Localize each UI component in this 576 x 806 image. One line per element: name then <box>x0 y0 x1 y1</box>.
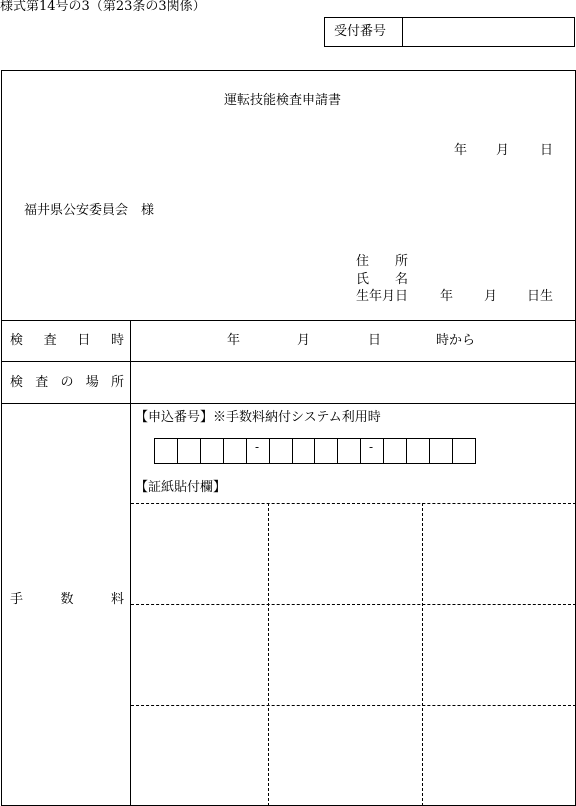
exam-year-label: 年 <box>227 333 241 348</box>
digit-box[interactable] <box>155 439 178 463</box>
date-day-label: 日 <box>540 143 554 158</box>
number-separator: - <box>369 440 374 454</box>
form-title: 運転技能検査申請書 <box>224 93 342 108</box>
number-separator: - <box>255 440 260 454</box>
addressee: 福井県公安委員会 様 <box>24 203 155 218</box>
stamp-area[interactable] <box>132 504 574 804</box>
exam-datetime-label: 検 査 日 時 <box>10 333 124 348</box>
stamp-area-heading: 【証紙貼付欄】 <box>135 480 227 495</box>
receipt-number-field[interactable] <box>404 19 573 45</box>
exam-place-field[interactable] <box>132 363 574 401</box>
exam-day-label: 日 <box>368 333 382 348</box>
digit-box[interactable] <box>453 439 475 463</box>
digit-box[interactable] <box>201 439 224 463</box>
date-year-label: 年 <box>454 143 468 158</box>
exam-from-label: 時から <box>436 333 476 348</box>
date-month-label: 月 <box>496 143 510 158</box>
digit-box[interactable] <box>315 439 338 463</box>
address-label: 住 所 <box>356 254 409 269</box>
digit-box[interactable] <box>224 439 247 463</box>
application-number-heading: 【申込番号】※手数料納付システム利用時 <box>135 410 381 425</box>
birth-month-label: 月 <box>484 289 498 304</box>
digit-box[interactable] <box>270 439 293 463</box>
digit-box[interactable] <box>293 439 316 463</box>
digit-box[interactable] <box>384 439 407 463</box>
name-label: 氏 名 <box>356 272 409 287</box>
receipt-number-label: 受付番号 <box>334 24 387 39</box>
digit-box[interactable] <box>178 439 201 463</box>
form-number: 様式第14号の3（第23条の3関係） <box>0 0 206 14</box>
birth-day-label: 日生 <box>527 289 554 304</box>
birthdate-label: 生年月日 <box>356 289 409 304</box>
digit-box[interactable] <box>338 439 361 463</box>
exam-place-label: 検 査 の 場 所 <box>10 375 124 390</box>
exam-month-label: 月 <box>297 333 311 348</box>
fee-label: 手 数 料 <box>10 592 124 607</box>
digit-box[interactable] <box>430 439 453 463</box>
birth-year-label: 年 <box>440 289 454 304</box>
application-number-boxes[interactable] <box>154 438 476 464</box>
digit-box[interactable] <box>407 439 430 463</box>
